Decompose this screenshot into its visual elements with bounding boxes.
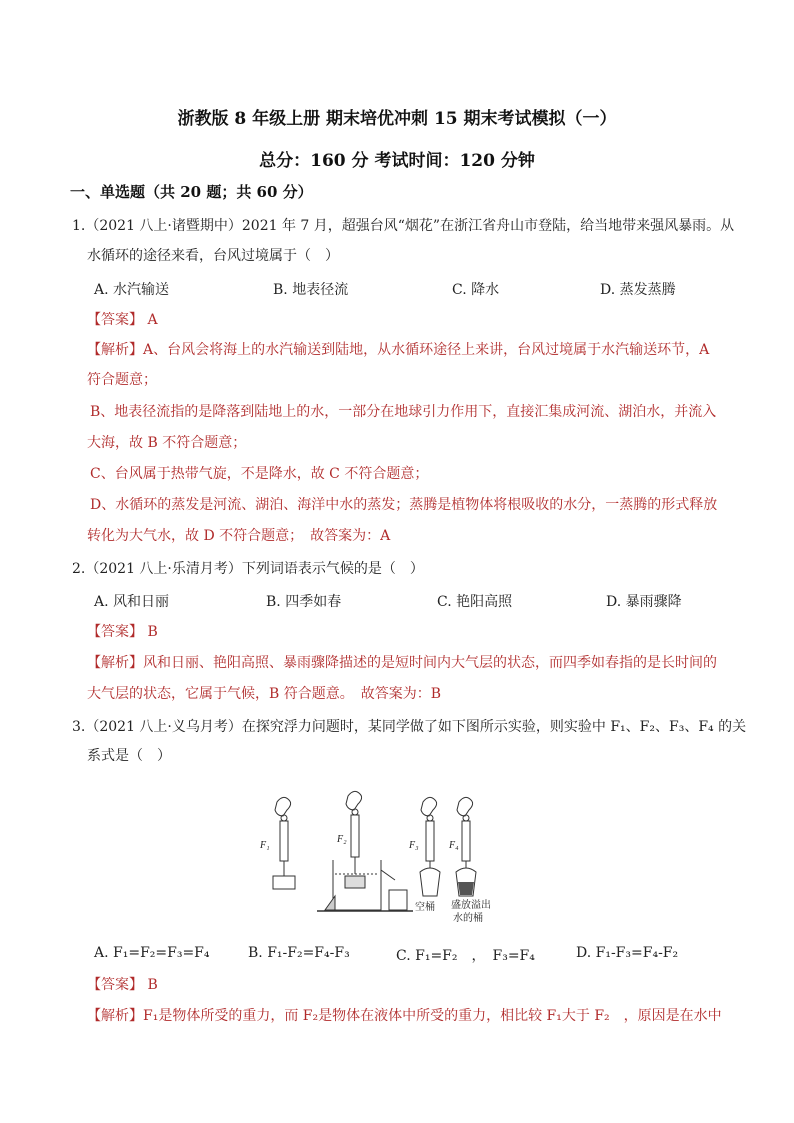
force-label: F₄ bbox=[449, 840, 459, 851]
block-icon bbox=[345, 876, 365, 888]
hand-icon bbox=[346, 791, 362, 810]
force-label: F₃ bbox=[409, 840, 419, 851]
hand-icon bbox=[275, 797, 291, 816]
q1-analysis-line: D、水循环的蒸发是河流、湖泊、海洋中水的蒸发；蒸腾是植物体将根吸收的水分，一蒸腾的形式释放 bbox=[90, 497, 718, 513]
q2-answer: 【答案】 B bbox=[87, 624, 158, 640]
q1-stem-line-2: 水循环的途径来看，台风过境属于（ ） bbox=[87, 248, 339, 264]
page-subtitle: 总分：160 分 考试时间：120 分钟 bbox=[259, 151, 535, 171]
q3-option-a: A. F₁=F₂=F₃=F₄ bbox=[94, 945, 210, 961]
scale-hook-icon bbox=[427, 815, 433, 821]
setup-3 bbox=[408, 797, 440, 913]
q1-analysis-line: B、地表径流指的是降落到陆地上的水，一部分在地球引力作用下，直接汇集成河流、湖泊水，并流入 bbox=[90, 404, 717, 420]
q3-option-b: B. F₁-F₂=F₄-F₃ bbox=[248, 945, 350, 961]
scale-hook-icon bbox=[352, 809, 358, 815]
spring-scale bbox=[280, 821, 288, 861]
q3-stem-line-1: 3.（2021 八上·义乌月考）在探究浮力问题时，某同学做了如下图所示实验，则实验中 F₁、F₂、F₃、F₄ 的关 bbox=[72, 719, 747, 735]
q1-answer: 【答案】 A bbox=[87, 312, 158, 328]
q1-stem-line-1: 1.（2021 八上·诸暨期中）2021 年 7 月，超强台风“烟花”在浙江省舟山市登陆，给当地带来强风暴雨。从 bbox=[72, 218, 735, 234]
page-title: 浙教版 8 年级上册 期末培优冲刺 15 期末考试模拟（一） bbox=[177, 109, 617, 129]
section-heading: 一、单选题（共 20 题；共 60 分） bbox=[70, 183, 313, 201]
q2-option-a: A. 风和日丽 bbox=[94, 594, 170, 610]
scale-hook-icon bbox=[463, 815, 469, 821]
filled-bucket-caption: 水的桶 bbox=[453, 913, 483, 924]
force-label: F₁ bbox=[260, 840, 270, 851]
empty-bucket-caption: 空桶 bbox=[415, 902, 435, 913]
q2-option-c: C. 艳阳高照 bbox=[437, 594, 513, 610]
scale-hook-icon bbox=[281, 815, 287, 821]
empty-bucket-icon bbox=[420, 868, 440, 896]
setup-1 bbox=[259, 797, 295, 889]
q2-analysis-line: 大气层的状态，它属于气候，B 符合题意。 故答案为：B bbox=[87, 686, 442, 702]
q1-analysis-line: 大海，故 B 不符合题意； bbox=[87, 435, 247, 451]
spring-scale bbox=[351, 815, 359, 857]
q3-option-d: D. F₁-F₃=F₄-F₂ bbox=[576, 945, 679, 961]
q3-stem-line-2: 系式是（ ） bbox=[87, 748, 171, 764]
force-label: F₂ bbox=[337, 834, 347, 845]
q3-analysis-line: 【解析】F₁是物体所受的重力，而 F₂是物体在液体中所受的重力，相比较 F₁大于 F₂ ，原因是在水中 bbox=[87, 1008, 722, 1024]
setup-4 bbox=[448, 797, 491, 924]
q1-option-a: A. 水汽输送 bbox=[94, 282, 170, 298]
hand-icon bbox=[421, 797, 437, 816]
block-icon bbox=[273, 876, 295, 889]
spring-scale bbox=[462, 821, 470, 861]
small-bucket-icon bbox=[389, 890, 407, 910]
q1-option-c: C. 降水 bbox=[452, 282, 500, 298]
filled-bucket-caption: 盛放溢出 bbox=[451, 900, 491, 911]
q2-stem-line-1: 2.（2021 八上·乐清月考）下列词语表示气候的是（ ） bbox=[72, 561, 424, 577]
q1-analysis-line: 转化为大气水，故 D 不符合题意； 故答案为：A bbox=[87, 528, 391, 544]
q3-option-c: C. F₁=F₂ ， F₃=F₄ bbox=[396, 948, 535, 964]
setup-2 bbox=[317, 791, 413, 911]
q1-option-b: B. 地表径流 bbox=[273, 282, 349, 298]
q3-answer: 【答案】 B bbox=[87, 977, 158, 993]
q1-analysis-line: 【解析】A、台风会将海上的水汽输送到陆地，从水循环途径上来讲，台风过境属于水汽输送环节，A bbox=[87, 342, 710, 358]
buoyancy-experiment-figure bbox=[255, 790, 505, 925]
spring-scale bbox=[426, 821, 434, 861]
q2-analysis-line: 【解析】风和日丽、艳阳高照、暴雨骤降描述的是短时间内大气层的状态，而四季如春指的是长时间的 bbox=[87, 655, 717, 671]
q1-option-d: D. 蒸发蒸腾 bbox=[600, 282, 676, 298]
hand-icon bbox=[457, 797, 473, 816]
q1-analysis-line: 符合题意； bbox=[87, 372, 157, 388]
q1-analysis-line: C、台风属于热带气旋，不是降水，故 C 不符合题意； bbox=[90, 466, 429, 482]
q2-option-b: B. 四季如春 bbox=[266, 594, 342, 610]
q2-option-d: D. 暴雨骤降 bbox=[606, 594, 682, 610]
